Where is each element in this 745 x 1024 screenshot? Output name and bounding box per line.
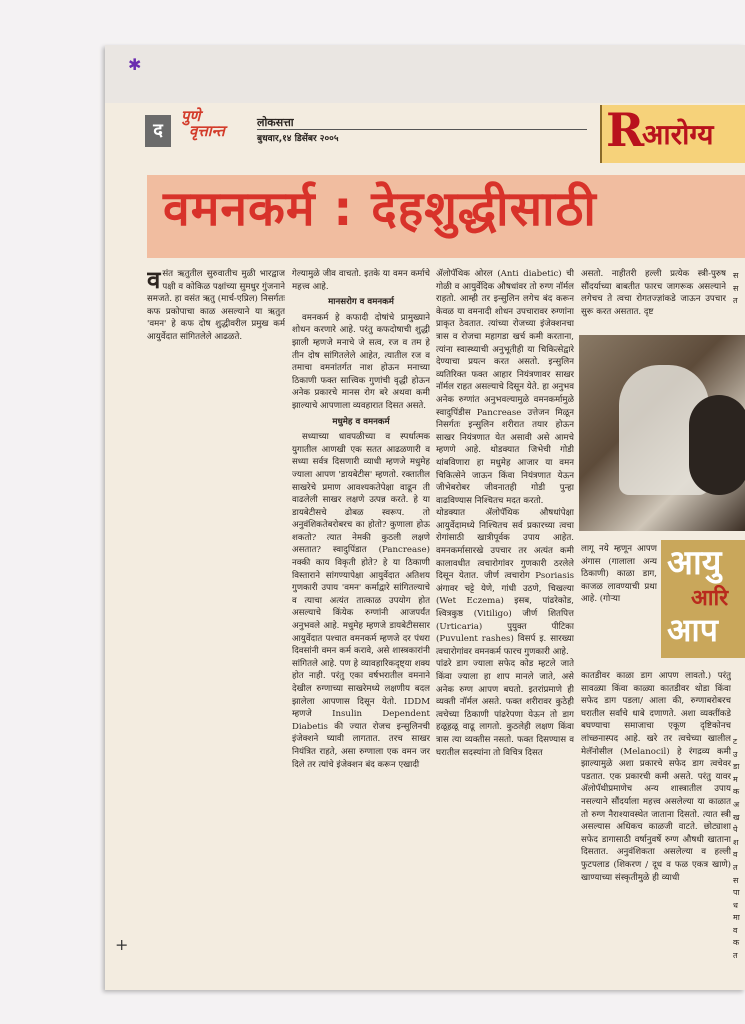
edition-line2: वृत्तान्त	[189, 122, 225, 140]
article-column-2	[292, 268, 430, 988]
article-column-3	[436, 268, 574, 988]
side-box-line3: आप	[667, 611, 718, 649]
article-photo	[579, 335, 745, 531]
column-5-text: लागू नये म्हणून आपण अंगास (गालाला अन्य ठिकाणी) काळा डाग, काजळ लावण्याची प्रथा आहे. (गोऱ्या	[581, 544, 657, 605]
subheading-mental-disorders: मानसरोग व वमनकर्म	[328, 297, 394, 308]
ink-star-mark: ✱	[128, 55, 142, 74]
paper-name: लोकसत्ता	[257, 116, 294, 129]
drop-cap: व	[147, 268, 161, 294]
side-box-line1: आयु	[667, 543, 722, 583]
column-2-paragraph-2: सध्याच्या धावपळीच्या व स्पर्धात्मक युगातील आणखी एक सतत आढळणारी व सध्या सर्वत्र दिसणारी व्याधी म्हणजे मधुमेह ज्याला आपण 'डायबेटीस' म्हणतो. रक्तातील साखरेचे प्रमाण आवश्यकतेपेक्षा वाढून ती वाढलेली साखर लक्षणे उत्पन्न करते. हे या डायबेटीसचे ढोबळ स्वरूप. तो अनुवंशिकतेबरोबरच का होतो? कुणाला होऊ शकतो? त्यात नेमकी कुठली लक्षणे असतात? स्वादुपिंडात (Pancrease) नक्की काय विकृती होते? हे या ठिकाणी विस्ताराने सांगण्यापेक्षा आयुर्वेदात अतिशय गुणकारी उपाय 'वमन' कर्माद्वारे सांगितल्याचे व त्याचा अत्यंत तात्काळ उपयोग होत असल्याचे किंयेक रुग्णांनी आजपर्यंत अनुभवले आहे. मधुमेह म्हणजे डायबेटीससार आयुर्वेदात पश्चात वमनकर्म म्हणजे दर पंधरा दिवसांनी वमन कर्म करावे, असे शास्त्रकारांनी सांगितले आहे. पण हे व्यावहारिकदृष्ट्या शक्य होत नाही. परंतु एका वर्षभरातील वमनाने देखील रुग्णाच्या साखरेमध्ये लक्षणीय बदल झालेला आपणास दिसून येतो. IDDM म्हणजे Insulin Dependent Diabetis की ज्यात रोजच इन्सुलिनची इंजेक्शने घ्यावी लागतात. तरच साखर नियंत्रित राहते, असा रुग्णाला एक वमन जर दिले तर त्यांचे इंजेक्शन बंद करून एखादी	[292, 432, 430, 770]
subheading-diabetes: मधुमेह व वमनकर्म	[332, 416, 390, 427]
edition-name	[181, 109, 225, 139]
cut-off-edge-text: स स त ट उ डा म क अ ख पे श व त स पा ध मा व क त	[733, 271, 740, 961]
column-6-text: कातडीवर काळा डाग आपण लावतो.) परंतु सावळ्या किंवा काळ्या कातडीवर थोडा किंवा सफेद डाग पडला/ आला की, रुग्णाबरोबरच घरातील सर्वांचे धाबे दणाणते. अशा व्यक्तींकडे बघण्याचा समाजाचा एकूण दृष्टिकोनच लांच्छनास्पद आहे. खरे तर त्वचेच्या खालील मेलॅनोसील (Melanocil) हे रंगद्रव्य कमी झाल्यामुळे अशा प्रकारचे सफेद डाग त्वचेवर पडतात. एक प्रकारची कमी असते. परंतु यावर ॲलोपॅथीप्रमाणेच अन्य शास्त्रातील उपाय नसल्याने सौंदर्याला महत्त्व असलेल्या या काळात तो रुग्ण नैराश्यावस्थेत जाताना दिसतो. त्यात स्त्री असल्यास अधिकच काळजी वाटते. छोट्याशा सफेद डागासाठी वर्षानुवर्षे रुग्ण औषधी खाताना दिसतात. अनुवंशिकता असलेल्या व हल्ली फुटपलाड (शिकरण / दूध व फळ एकत्र खाणे) खाण्याच्या संस्कृतीमुळे ही व्याधी	[581, 671, 731, 883]
crop-mark: +	[115, 935, 129, 954]
column-2-intro: गेल्यामुळे जीव वाचतो. इतके या वमन कर्माचे महत्त्व आहे.	[292, 269, 430, 292]
section-banner	[600, 105, 745, 163]
article-column-4-top	[581, 268, 726, 338]
column-1-paragraph: वसंत ऋतुतील सुरुवातीच मुळी भारद्वाज पक्षी व कोकिळ पक्षांच्या सुमधुर गुंजनाने समजते. हा वसंत ऋतु (मार्च-एप्रिल) निसर्गतः कफ प्रकोपाचा काळ असल्याने या ऋतुत 'वमन' हे कफ दोष शुद्धीवरील प्रमुख कर्म आयुर्वेदात सांगितलेले आढळते.	[147, 268, 285, 342]
edition-line1: पुणे	[181, 107, 201, 125]
article-headline: वमनकर्म : देहशुद्धीसाठी	[163, 181, 597, 237]
rx-logo: R	[606, 105, 645, 157]
masthead-rule	[257, 129, 587, 130]
column-4-text: असतो. नाहीतरी हल्ली प्रत्येक स्त्री-पुरुष सौंदर्याच्या बाबतीत फारच जागरूक असल्याने लगेचच ते त्वचा रोगतज्ज्ञांकडे जाऊन उपचार सुरू करत असतात. दृष्ट	[581, 269, 726, 317]
section-banner-title: आरोग्य	[642, 118, 714, 151]
masthead	[145, 109, 585, 157]
page-content	[105, 45, 745, 990]
article-column-6	[581, 670, 731, 990]
side-box-line2: आरि	[691, 586, 729, 611]
section-letter: द	[145, 115, 171, 147]
column-2-paragraph-1: वमनकर्म हे कफादी दोषांचे प्रामुख्याने शोधन करणारे आहे. परंतु कफदोषाची शुद्धी झाली म्हणजे मनाचे जे सत्व, रज व तम हे तीन दोष सांगितलेले आहेत, त्यातील रज व तमाचा वमनांतर्गत नाश होऊन मनाच्या ठिकाणी फक्त सात्त्विक गुणांची वृद्धी होऊन अनेक प्रकारचे मानस रोग बरे अथवा कमी झाल्याचे आपणाला व्यवहारात दिसत असते.	[292, 312, 430, 411]
column-3-text: ॲलोपॅथिक ओरल (Anti diabetic) ची गोळी व आयुर्वेदिक औषधांवर तो रुग्ण नॉर्मल राहतो. आम्ही तर इन्सुलिन लगेच बंद करून केवळ या वमनादी शोधन उपचारावर रुग्णांना प्राकृत ठेवतात. त्यांच्या रोजच्या इंजेक्शनचा त्रास व रोजचा महागडा खर्च कमी करताना, त्यांना स्वास्थ्याची अनुभूतीही या चिकित्सेद्वारे देण्याचा प्रयत्न करत असतो. इन्सुलिन व्यतिरिक्त फक्त आहार नियंत्रणावर साखर नॉर्मल राहत असल्याचे दिसून येते. हा अनुभव अनेक रुग्णांत अनुभवल्यामुळे वमनकर्मामुळे स्वादुपिंडीस Pancrease उत्तेजन मिळून निसर्गतः इन्सुलिन शरीरात तयार होऊन साखर नियंत्रणात येत असावी असे आमचे म्हणणे आहे. थोडक्यात जिभेची गोडी थांबविणारा हा मधुमेह आजार या वमन चिकित्सेने जाऊन किंवा नियंत्रणात येऊन जीभेबरोबर जीवनातही गोडी पुन्हा वाढविण्यास निश्चितच मदत करतो. थोडक्यात ॲलोपॅथिक औषधांपेक्षा आयुर्वेदामध्ये निश्चितच सर्व प्रकारच्या त्वचा रोगांसाठी खात्रीपूर्वक उपाय आहेत. वमनकर्मासारखे उपचार तर अत्यंत कमी कालावधीत त्वचारोगांवर गुणकारी ठरलेले दिसून येतात. जीर्ण त्वचारोग Psoriasis अंगावर चट्टे येणे, गांधी उठणे, चिखल्या (Wet Eczema) इसब, पांढरेकोड, श्वित्रकुष्ठ (Vitiligo) जीर्ण शितपित्त (Urticaria) पुयुक्त पीटिका (Puvulent rashes) विसर्प इ. सारख्या त्वचारोगांवर वमनकर्म फारच गुणकारी आहे. पांढरे डाग ज्याला सफेद कोड म्हटले जाते किंवा ज्याला हा शाप मानले जाते, असे अनेक रुग्ण आपण बघतो. इतरांप्रमाणे ही व्यक्ती नॉर्मल असते. फक्त शरीरावर कुठेही त्वचेच्या ठिकाणी पांढरेपणा येऊन तो डाग हळूहळू वाढू लागतो. कुठलेही लक्षण किंवा त्रास त्या व्यक्तीस नसतो. फक्त दिसण्यास व घरातील सदस्यांना तो विचित्र दिसत	[436, 269, 574, 758]
issue-date: बुधवार,१४ डिसेंबर २००५	[257, 134, 339, 144]
article-column-1	[147, 268, 285, 988]
